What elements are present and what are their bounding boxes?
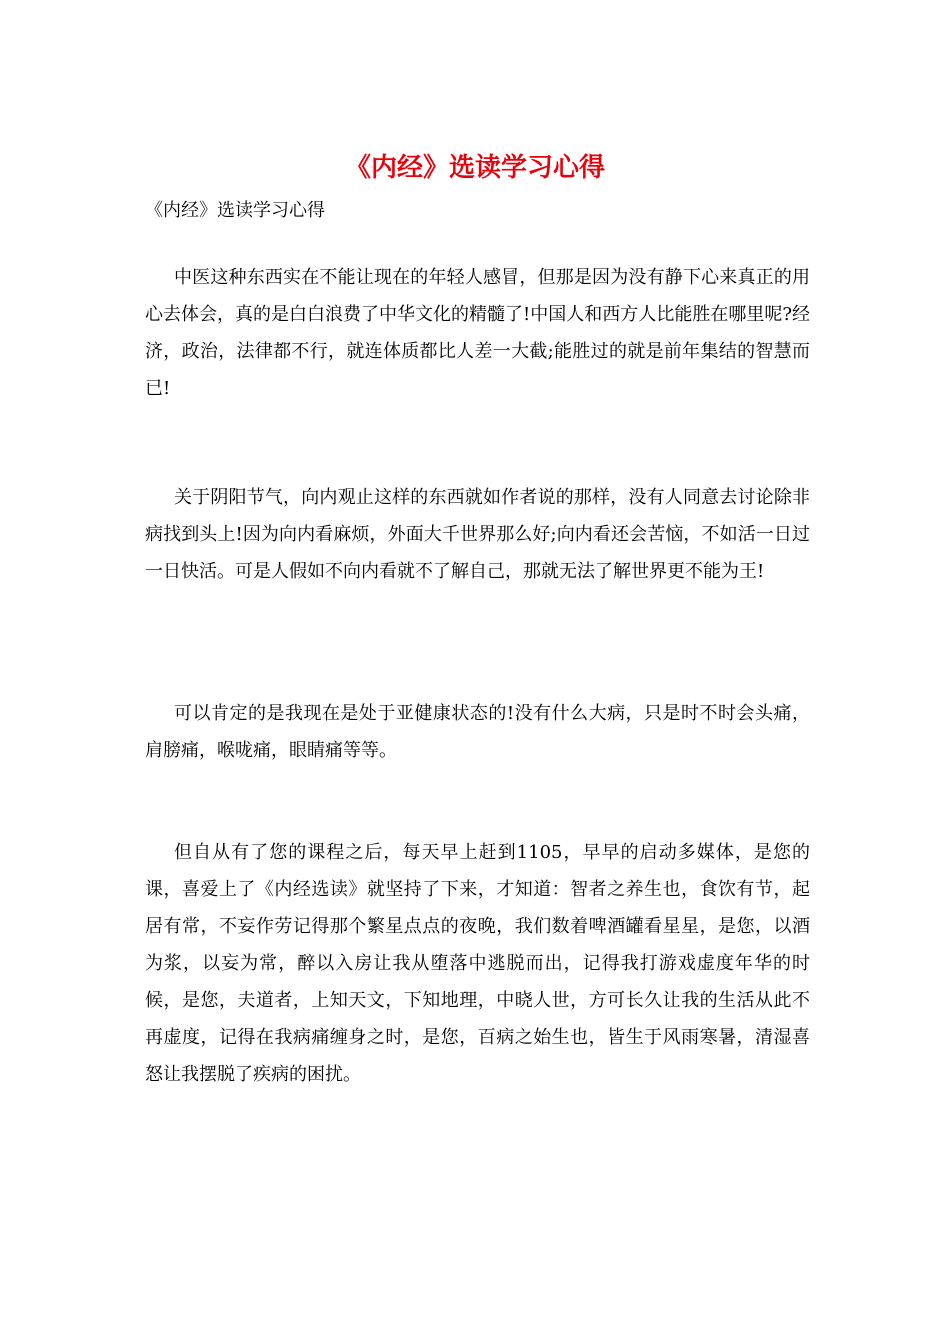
document-title: 《内经》选读学习心得 <box>344 153 605 183</box>
paragraph-2: 关于阴阳节气，向内观止这样的东西就如作者说的那样，没有人同意去讨论除非病找到头上!因为向内看麻烦，外面大千世界那么好;向内看还会苦恼，不如活一日过一日快活。可是人假如不向内看就不了解自己，那就无法了解世界更不能为王! <box>145 487 810 582</box>
paragraph-1: 中医这种东西实在不能让现在的年轻人感冒，但那是因为没有静下心来真正的用心去体会，真的是白白浪费了中华文化的精髓了!中国人和西方人比能胜在哪里呢?经济，政治，法律都不行，就连体质都比人差一大截;能胜过的就是前年集结的智慧而已! <box>145 267 810 399</box>
document-subtitle: 《内经》选读学习心得 <box>145 200 325 221</box>
paragraph-4: 但自从有了您的课程之后，每天早上赶到1105，早早的启动多媒体，是您的课，喜爱上了《内经选读》就坚持了下来，才知道：智者之养生也，食饮有节，起居有常，不妄作劳记得那个繁星点点的夜晚，我们数着啤酒罐看星星，是您，以酒为浆，以妄为常，醉以入房让我从堕落中逃脱而出，记得我打游戏虚度年华的时候，是您，夫道者，上知天文，下知地理，中晓人世，方可长久让我的生活从此不再虚度，记得在我病痛缠身之时，是您，百病之始生也，皆生于风雨寒暑，清湿喜怒让我摆脱了疾病的困扰。 <box>145 842 810 1085</box>
paragraph-3: 可以肯定的是我现在是处于亚健康状态的!没有什么大病，只是时不时会头痛，肩膀痛，喉咙痛，眼睛痛等等。 <box>145 703 810 761</box>
